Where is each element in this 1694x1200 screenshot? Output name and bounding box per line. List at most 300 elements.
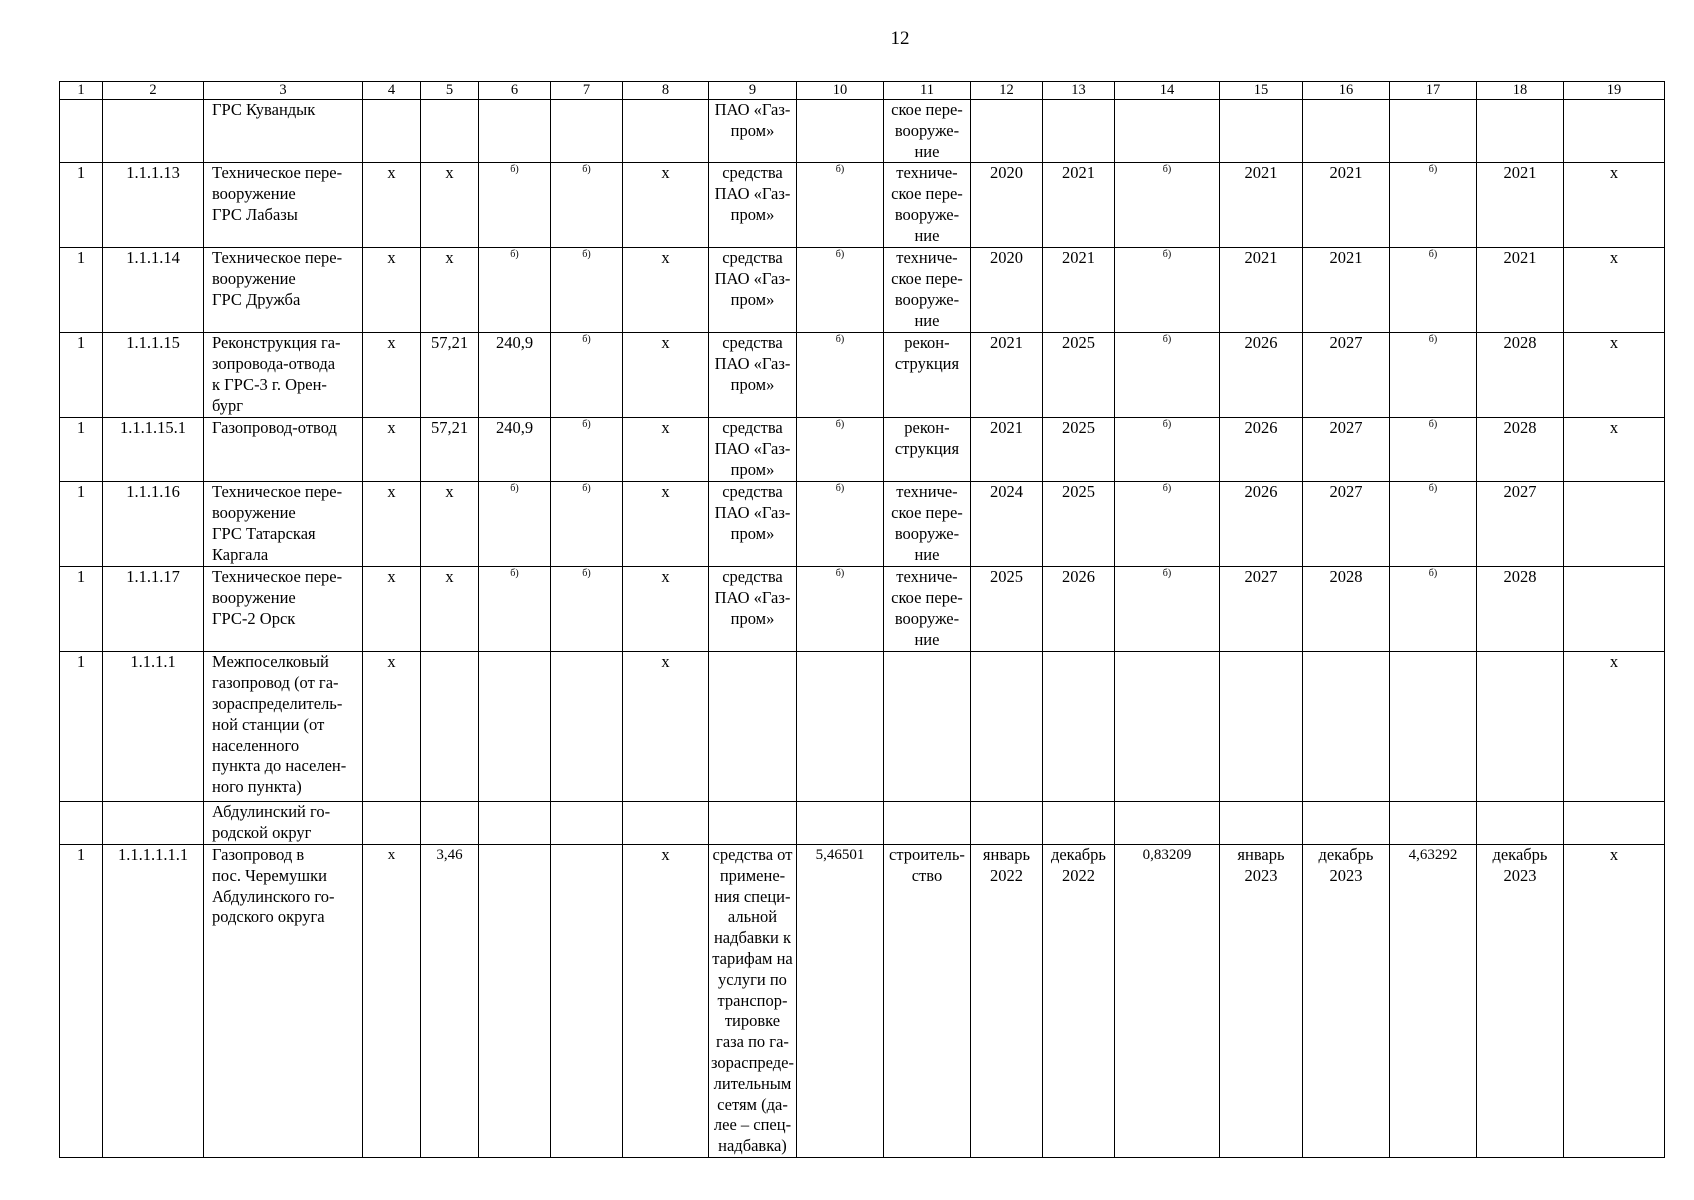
table-cell — [1042, 844, 1114, 1157]
table-cell — [204, 567, 363, 652]
table-cell — [883, 567, 970, 652]
table-cell — [1302, 802, 1389, 845]
table-cell: x — [1563, 418, 1664, 482]
cell-line: ПАО «Газ- — [714, 354, 791, 374]
table-cell: x — [1563, 248, 1664, 333]
page-number: 12 — [890, 28, 910, 49]
table-cell: x — [363, 163, 421, 248]
table-cell: б) — [551, 333, 623, 418]
table-cell — [1476, 844, 1563, 1157]
table-cell — [709, 100, 797, 163]
table-cell — [1219, 652, 1302, 802]
table-cell: 1 — [60, 482, 103, 567]
table-cell: x — [363, 482, 421, 567]
header-cell: 18 — [1476, 82, 1563, 100]
header-cell: 6 — [479, 82, 551, 100]
header-cell: 7 — [551, 82, 623, 100]
table-cell: 2021 — [1302, 163, 1389, 248]
table-cell — [363, 802, 421, 845]
table-cell: 240,9 — [479, 333, 551, 418]
table-cell: x — [1563, 163, 1664, 248]
cell-line: средства — [722, 418, 783, 438]
table-cell: б) — [1389, 567, 1476, 652]
cell-line: пункта до населен- — [212, 756, 347, 776]
table-cell — [103, 802, 204, 845]
cell-line: ское пере- — [891, 503, 963, 523]
table-cell — [1389, 652, 1476, 802]
table-cell — [1302, 652, 1389, 802]
table-cell — [796, 652, 883, 802]
cell-line: средства от — [712, 844, 793, 864]
table-cell: б) — [1389, 248, 1476, 333]
table-cell: 1.1.1.13 — [103, 163, 204, 248]
cell-line: ПАО «Газ- — [714, 439, 791, 459]
table-cell — [970, 844, 1042, 1157]
table-cell — [970, 100, 1042, 163]
table-cell: 2028 — [1476, 333, 1563, 418]
cell-line: техниче- — [896, 163, 958, 183]
cell-line: ское пере- — [891, 100, 963, 119]
table-cell — [1219, 844, 1302, 1157]
cell-line: ское пере- — [891, 588, 963, 608]
table-cell: 1 — [60, 248, 103, 333]
table-cell: x — [1563, 333, 1664, 418]
cell-line: струкция — [894, 439, 960, 459]
table-cell — [709, 567, 797, 652]
table-cell — [709, 248, 797, 333]
table-cell — [551, 802, 623, 845]
table-cell: б) — [1389, 163, 1476, 248]
cell-line: средства — [722, 567, 783, 587]
table-cell — [1114, 802, 1219, 845]
table-cell — [479, 802, 551, 845]
cell-line: Каргала — [212, 544, 269, 564]
cell-line: сетям (да- — [717, 1094, 788, 1114]
table-cell — [1042, 652, 1114, 802]
table-cell — [551, 100, 623, 163]
data-table — [59, 81, 1665, 1158]
table-cell: 1.1.1.15.1 — [103, 418, 204, 482]
cell-line: бург — [212, 395, 244, 415]
table-row — [60, 482, 1665, 567]
table-cell: 1.1.1.14 — [103, 248, 204, 333]
cell-line: струкция — [894, 354, 960, 374]
table-cell — [1563, 802, 1664, 845]
cell-line: вооруже- — [894, 120, 960, 140]
table-cell — [883, 333, 970, 418]
table-cell: x — [363, 248, 421, 333]
table-cell — [479, 652, 551, 802]
cell-line: ного пункта) — [212, 777, 302, 797]
cell-line: декабрь — [1492, 844, 1548, 864]
table-cell — [1302, 100, 1389, 163]
table-cell — [709, 844, 797, 1157]
table-cell: x — [623, 567, 709, 652]
table-cell: 2021 — [1302, 248, 1389, 333]
table-cell: 2026 — [1219, 418, 1302, 482]
cell-line: пром» — [730, 608, 775, 628]
table-cell: 2020 — [970, 163, 1042, 248]
table-cell: x — [623, 482, 709, 567]
table-cell: 3,46 — [421, 844, 479, 1157]
table-cell: x — [623, 844, 709, 1157]
cell-line: альной — [727, 907, 778, 927]
table-cell: 2021 — [970, 333, 1042, 418]
table-cell — [421, 100, 479, 163]
table-cell: x — [421, 248, 479, 333]
table-cell — [1219, 802, 1302, 845]
cell-line: 2022 — [989, 865, 1023, 885]
cell-line: Абдулинский го- — [212, 802, 331, 822]
table-cell: 2027 — [1302, 418, 1389, 482]
table-cell: 1.1.1.16 — [103, 482, 204, 567]
table-cell — [1476, 802, 1563, 845]
cell-line: зопровода-отвода — [212, 354, 336, 374]
table-cell — [1042, 100, 1114, 163]
table-cell: 2027 — [1476, 482, 1563, 567]
cell-line: пос. Черемушки — [212, 865, 327, 885]
cell-line: пром» — [730, 120, 775, 140]
table-cell: 1.1.1.17 — [103, 567, 204, 652]
table-cell — [883, 418, 970, 482]
cell-line: декабрь — [1318, 844, 1374, 864]
cell-line: родской округ — [212, 823, 312, 843]
header-cell: 16 — [1302, 82, 1389, 100]
table-cell: x — [421, 482, 479, 567]
cell-line: строитель- — [889, 844, 965, 864]
cell-line: 2022 — [1061, 865, 1095, 885]
cell-line: 2023 — [1503, 865, 1537, 885]
cell-line: средства — [722, 333, 783, 353]
cell-line: пром» — [730, 204, 775, 224]
cell-line: газа по га- — [716, 1032, 789, 1052]
table-cell: x — [421, 567, 479, 652]
table-cell: б) — [796, 418, 883, 482]
header-cell: 2 — [103, 82, 204, 100]
table-cell — [204, 418, 363, 482]
cell-line: населенного — [212, 735, 300, 755]
cell-line: ПАО «Газ- — [714, 184, 791, 204]
header-cell: 1 — [60, 82, 103, 100]
header-cell: 12 — [970, 82, 1042, 100]
table-row — [60, 652, 1665, 802]
cell-line: услуги по — [718, 969, 787, 989]
cell-line: лее – спец- — [713, 1115, 792, 1135]
table-cell — [479, 100, 551, 163]
table-cell: 2021 — [1219, 248, 1302, 333]
table-cell: б) — [796, 163, 883, 248]
cell-line: ство — [911, 865, 943, 885]
table-cell: x — [363, 333, 421, 418]
table-cell — [1476, 652, 1563, 802]
cell-line: средства — [722, 248, 783, 268]
table-cell — [883, 652, 970, 802]
cell-line: январь — [982, 844, 1031, 864]
cell-line: Техническое пере- — [212, 567, 343, 587]
cell-line: рекон- — [904, 418, 950, 438]
table-cell: 2025 — [1042, 482, 1114, 567]
header-row — [60, 82, 1665, 100]
cell-line: техниче- — [896, 567, 958, 587]
table-cell: б) — [1114, 567, 1219, 652]
cell-line: вооружение — [212, 269, 296, 289]
table-cell — [970, 652, 1042, 802]
cell-line: зораспреде- — [711, 1052, 794, 1072]
table-cell: 2025 — [1042, 418, 1114, 482]
table-row — [60, 333, 1665, 418]
table-cell: б) — [1114, 482, 1219, 567]
cell-line: вооруже- — [894, 204, 960, 224]
cell-line: ния специ- — [714, 886, 791, 906]
cell-line: пром» — [730, 289, 775, 309]
table-cell: б) — [479, 248, 551, 333]
table-cell — [970, 802, 1042, 845]
table-cell: 1.1.1.1 — [103, 652, 204, 802]
cell-line: ние — [914, 310, 940, 330]
cell-line: ние — [914, 225, 940, 245]
header-cell: 19 — [1563, 82, 1664, 100]
cell-line: Газопровод-отвод — [212, 418, 337, 438]
table-cell — [709, 652, 797, 802]
header-cell: 13 — [1042, 82, 1114, 100]
table-cell: б) — [479, 482, 551, 567]
table-cell: 1 — [60, 333, 103, 418]
table-cell: 0,83209 — [1114, 844, 1219, 1157]
table-cell — [60, 802, 103, 845]
cell-line: надбавка) — [718, 1136, 787, 1156]
header-cell: 14 — [1114, 82, 1219, 100]
table-cell — [709, 418, 797, 482]
table-cell: б) — [551, 163, 623, 248]
table-cell: б) — [1114, 333, 1219, 418]
cell-line: тировке — [724, 1011, 781, 1031]
header-cell: 3 — [204, 82, 363, 100]
table-cell: б) — [796, 482, 883, 567]
cell-line: ние — [914, 141, 940, 161]
table-cell — [883, 100, 970, 163]
table-cell: 1 — [60, 163, 103, 248]
header-cell: 8 — [623, 82, 709, 100]
cell-line: пром» — [730, 523, 775, 543]
table-cell — [204, 248, 363, 333]
header-cell: 17 — [1389, 82, 1476, 100]
table-row — [60, 418, 1665, 482]
cell-line: к ГРС-3 г. Орен- — [212, 374, 327, 394]
table-cell — [204, 652, 363, 802]
table-cell: 1.1.1.15 — [103, 333, 204, 418]
cell-line: ПАО «Газ- — [714, 269, 791, 289]
table-cell — [204, 802, 363, 845]
table-cell: 2026 — [1219, 482, 1302, 567]
table-cell — [1219, 100, 1302, 163]
table-row — [60, 802, 1665, 845]
cell-line: ние — [914, 629, 940, 649]
table-cell — [709, 163, 797, 248]
table-cell — [204, 100, 363, 163]
table-cell — [1042, 802, 1114, 845]
table-cell: б) — [551, 567, 623, 652]
cell-line: вооруже- — [894, 608, 960, 628]
table-cell: 2027 — [1219, 567, 1302, 652]
table-cell: 2021 — [1476, 248, 1563, 333]
header-cell: 5 — [421, 82, 479, 100]
cell-line: 2023 — [1329, 865, 1363, 885]
cell-line: ГРС Татарская — [212, 523, 316, 543]
table-cell — [623, 802, 709, 845]
cell-line: примене- — [719, 865, 786, 885]
cell-line: пром» — [730, 374, 775, 394]
table-cell: 4,63292 — [1389, 844, 1476, 1157]
table-cell — [1302, 844, 1389, 1157]
table-row — [60, 844, 1665, 1157]
cell-line: газопровод (от га- — [212, 673, 339, 693]
table-cell: 57,21 — [421, 418, 479, 482]
cell-line: вооруже- — [894, 289, 960, 309]
table-cell — [204, 163, 363, 248]
cell-line: транспор- — [717, 990, 788, 1010]
table-cell: 2026 — [1042, 567, 1114, 652]
table-row — [60, 163, 1665, 248]
table-cell: x — [421, 163, 479, 248]
header-cell: 4 — [363, 82, 421, 100]
table-cell: б) — [796, 248, 883, 333]
table-cell — [709, 333, 797, 418]
cell-line: вооружение — [212, 588, 296, 608]
cell-line: Межпоселковый — [212, 652, 329, 672]
table-cell: 5,46501 — [796, 844, 883, 1157]
cell-line: вооружение — [212, 503, 296, 523]
cell-line: Газопровод в — [212, 844, 305, 864]
table-cell: 1.1.1.1.1.1 — [103, 844, 204, 1157]
cell-line: ГРС Кувандык — [212, 100, 316, 119]
table-cell — [551, 652, 623, 802]
table-cell — [1563, 567, 1664, 652]
cell-line: зораспределитель- — [212, 693, 343, 713]
table-cell: б) — [1114, 163, 1219, 248]
table-cell: б) — [1389, 482, 1476, 567]
table-cell — [883, 163, 970, 248]
cell-line: Техническое пере- — [212, 163, 343, 183]
table-cell: x — [363, 418, 421, 482]
cell-line: средства — [722, 163, 783, 183]
cell-line: тарифам на — [712, 948, 793, 968]
table-cell — [1114, 652, 1219, 802]
cell-line: январь — [1237, 844, 1285, 864]
cell-line: ское пере- — [891, 269, 963, 289]
cell-line: Абдулинского го- — [212, 886, 335, 906]
cell-line: вооружение — [212, 184, 296, 204]
table-cell — [1563, 482, 1664, 567]
cell-line: рекон- — [904, 333, 950, 353]
cell-line: лительным — [713, 1073, 792, 1093]
table-cell — [1476, 100, 1563, 163]
table-cell — [204, 482, 363, 567]
cell-line: Реконструкция га- — [212, 333, 341, 353]
cell-line: ние — [914, 544, 940, 564]
cell-line: техниче- — [896, 482, 958, 502]
table-cell: б) — [1114, 418, 1219, 482]
cell-line: надбавки к — [713, 928, 791, 948]
cell-line: вооруже- — [894, 523, 960, 543]
table-cell: 2020 — [970, 248, 1042, 333]
table-cell: 2026 — [1219, 333, 1302, 418]
header-cell: 11 — [883, 82, 970, 100]
table-cell: 2021 — [970, 418, 1042, 482]
table-cell: б) — [551, 418, 623, 482]
cell-line: ПАО «Газ- — [714, 100, 791, 119]
table-cell: 2027 — [1302, 482, 1389, 567]
table-cell — [709, 482, 797, 567]
table-cell: б) — [479, 163, 551, 248]
table-cell: 2027 — [1302, 333, 1389, 418]
table-cell — [551, 844, 623, 1157]
table-cell — [796, 802, 883, 845]
table-cell — [796, 100, 883, 163]
cell-line: средства — [722, 482, 783, 502]
table-cell — [883, 844, 970, 1157]
table-cell: 1 — [60, 418, 103, 482]
cell-line: Техническое пере- — [212, 482, 343, 502]
table-cell: x — [1563, 652, 1664, 802]
table-cell: 1 — [60, 652, 103, 802]
cell-line: пром» — [730, 459, 775, 479]
table-cell: x — [623, 652, 709, 802]
cell-line: ГРС-2 Орск — [212, 608, 296, 628]
table-cell: б) — [551, 482, 623, 567]
cell-line: ПАО «Газ- — [714, 503, 791, 523]
header-cell: 10 — [796, 82, 883, 100]
table-cell: 2021 — [1042, 248, 1114, 333]
table-cell: 2028 — [1476, 418, 1563, 482]
table-cell — [1389, 802, 1476, 845]
table-cell: x — [623, 333, 709, 418]
table-cell: 2025 — [1042, 333, 1114, 418]
table-cell: 2028 — [1302, 567, 1389, 652]
table-cell — [363, 100, 421, 163]
table-cell: б) — [1114, 248, 1219, 333]
cell-line: ГРС Дружба — [212, 289, 301, 309]
table-row — [60, 100, 1665, 163]
table-cell: 2024 — [970, 482, 1042, 567]
table-cell — [1389, 100, 1476, 163]
cell-line: ГРС Лабазы — [212, 204, 298, 224]
table-cell: 1 — [60, 567, 103, 652]
table-cell: 57,21 — [421, 333, 479, 418]
table-cell: x — [623, 248, 709, 333]
table-cell — [883, 802, 970, 845]
cell-line: родского округа — [212, 907, 325, 927]
table-cell — [421, 802, 479, 845]
cell-line: декабрь — [1050, 844, 1106, 864]
table-cell — [103, 100, 204, 163]
table-cell: 2021 — [1042, 163, 1114, 248]
table-cell — [883, 482, 970, 567]
table-cell — [623, 100, 709, 163]
table-cell: 1 — [60, 844, 103, 1157]
table-cell — [421, 652, 479, 802]
table-row — [60, 248, 1665, 333]
table-cell: x — [623, 163, 709, 248]
table-cell: 240,9 — [479, 418, 551, 482]
table-cell — [709, 802, 797, 845]
table-cell: б) — [796, 333, 883, 418]
header-cell: 9 — [709, 82, 797, 100]
table-row — [60, 567, 1665, 652]
table-cell: б) — [796, 567, 883, 652]
table-cell — [883, 248, 970, 333]
table-cell — [1114, 100, 1219, 163]
header-cell: 15 — [1219, 82, 1302, 100]
